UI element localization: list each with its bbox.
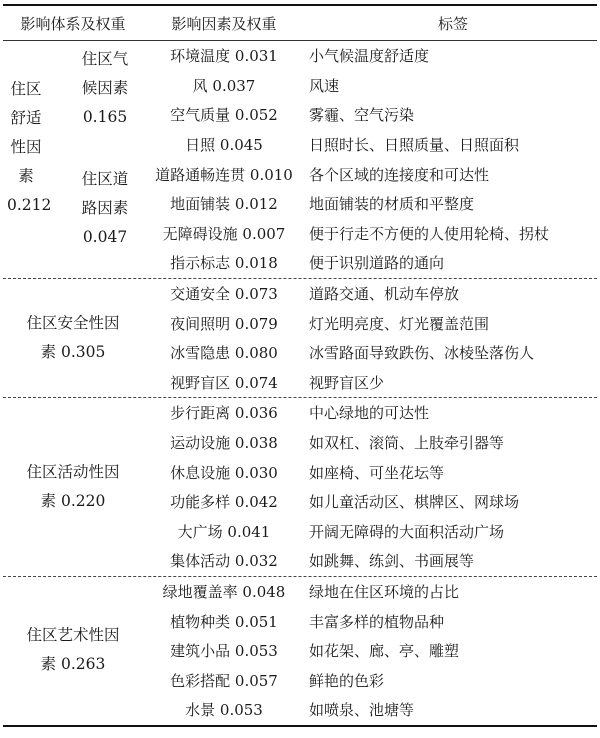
factor-cell: 步行距离 0.036 <box>170 404 278 423</box>
group-comfort-label-line: 性因 <box>10 138 42 156</box>
tag-cell: 开阔无障碍的大面积活动广场 <box>309 522 505 541</box>
header-tag: 标签 <box>437 14 468 33</box>
tag-cell: 绿地在住区环境的占比 <box>309 582 460 601</box>
factor-cell: 空气质量 0.052 <box>170 106 278 125</box>
factor-cell: 道路通畅连贯 0.010 <box>155 165 293 184</box>
factor-cell: 绿地覆盖率 0.048 <box>162 582 286 601</box>
tag-cell: 小气候温度舒适度 <box>309 47 430 66</box>
group-safety-label-line: 住区安全性因 <box>26 313 120 332</box>
table-row <box>3 100 597 130</box>
group-art-label-line: 住区艺术性因 <box>26 625 120 644</box>
tag-cell: 便于识别道路的通向 <box>309 254 445 273</box>
tag-cell: 中心绿地的可达性 <box>309 404 430 423</box>
tag-cell: 冰雪路面导致跌伤、冰棱坠落伤人 <box>309 344 535 363</box>
subgroup-climate-label-line: 候因素 <box>81 79 129 97</box>
factor-cell: 冰雪隐患 0.080 <box>170 344 278 363</box>
tag-cell: 视野盲区少 <box>309 373 385 392</box>
tag-cell: 各个区域的连接度和可达性 <box>309 165 490 184</box>
table-row <box>3 517 597 547</box>
tag-cell: 灯光明亮度、灯光覆盖范围 <box>309 314 490 333</box>
group-comfort-label-line: 素 <box>18 167 34 185</box>
factor-cell: 集体活动 0.032 <box>170 552 278 571</box>
table-row <box>3 695 597 725</box>
tag-cell: 雾霾、空气污染 <box>309 106 415 125</box>
factor-cell: 风 0.037 <box>192 76 256 95</box>
header-system: 影响体系及权重 <box>20 14 126 33</box>
table-row <box>3 248 597 278</box>
subgroup-climate-label-line: 0.165 <box>82 108 128 126</box>
header-factor: 影响因素及权重 <box>171 14 277 33</box>
tag-cell: 鲜艳的色彩 <box>309 671 385 690</box>
factor-cell: 水景 0.053 <box>185 701 263 720</box>
table-row <box>3 189 597 219</box>
group-safety <box>3 279 597 397</box>
factor-cell: 交通安全 0.073 <box>170 285 278 304</box>
table-row <box>3 606 597 636</box>
tag-cell: 风速 <box>309 76 340 95</box>
group-comfort <box>3 41 597 278</box>
group-comfort-label-line: 住区 <box>10 80 42 98</box>
factor-cell: 夜间照明 0.079 <box>170 314 278 333</box>
tag-cell: 如花架、廊、亭、雕塑 <box>309 642 460 661</box>
table-row <box>3 428 597 458</box>
group-comfort-label-line: 0.212 <box>7 196 52 214</box>
table-row <box>3 41 597 71</box>
factor-cell: 视野盲区 0.074 <box>170 373 278 392</box>
subgroup-road-label-line: 路因素 <box>81 199 129 217</box>
subgroup-climate-label-line: 住区气 <box>81 50 129 68</box>
factor-cell: 功能多样 0.042 <box>170 493 278 512</box>
group-art-label-line: 素 0.263 <box>40 654 106 673</box>
factor-cell: 大广场 0.041 <box>177 522 271 541</box>
factor-cell: 无障碍设施 0.007 <box>162 224 286 243</box>
tag-cell: 如喷泉、池塘等 <box>309 701 415 720</box>
factor-cell: 休息设施 0.030 <box>170 463 278 482</box>
subgroup-road-label-line: 住区道 <box>81 170 129 188</box>
table-row <box>3 279 597 309</box>
table-row <box>3 398 597 428</box>
table-row <box>3 159 597 189</box>
tag-cell: 地面铺装的材质和平整度 <box>309 195 475 214</box>
tag-cell: 如跳舞、练剑、书画展等 <box>309 552 475 571</box>
table-row <box>3 130 597 160</box>
table-row <box>3 71 597 101</box>
factor-cell: 色彩搭配 0.057 <box>170 671 278 690</box>
table-row <box>3 546 597 576</box>
factor-cell: 环境温度 0.031 <box>170 47 278 66</box>
tag-cell: 如双杠、滚筒、上肢牵引器等 <box>309 434 505 453</box>
group-activity-label-line: 素 0.220 <box>40 492 106 511</box>
table-row <box>3 665 597 695</box>
factor-cell: 日照 0.045 <box>185 136 263 155</box>
factor-cell: 植物种类 0.051 <box>170 612 278 631</box>
table-row <box>3 219 597 249</box>
table-row <box>3 457 597 487</box>
group-art <box>3 577 597 725</box>
tag-cell: 便于行走不方便的人使用轮椅、拐杖 <box>309 224 550 243</box>
group-comfort-label-line: 舒适 <box>10 109 42 127</box>
group-activity <box>3 398 597 576</box>
table-row <box>3 487 597 517</box>
group-safety-label-line: 素 0.305 <box>40 342 106 361</box>
factor-cell: 指示标志 0.018 <box>170 254 278 273</box>
table-row <box>3 636 597 666</box>
table-row <box>3 368 597 398</box>
factor-cell: 地面铺装 0.012 <box>170 195 278 214</box>
table-bottom-rule <box>3 725 597 727</box>
tag-cell: 如儿童活动区、棋牌区、网球场 <box>309 493 520 512</box>
table-row <box>3 577 597 607</box>
table-row <box>3 308 597 338</box>
table-row <box>3 338 597 368</box>
tag-cell: 日照时长、日照质量、日照面积 <box>309 136 520 155</box>
tag-cell: 道路交通、机动车停放 <box>309 285 460 304</box>
factor-cell: 运动设施 0.038 <box>170 434 278 453</box>
tag-cell: 丰富多样的植物品种 <box>309 612 445 631</box>
group-activity-label-line: 住区活动性因 <box>26 463 120 482</box>
factor-cell: 建筑小品 0.053 <box>170 642 278 661</box>
weights-table <box>3 4 597 727</box>
table-header-row <box>3 6 597 40</box>
subgroup-road-label-line: 0.047 <box>82 228 128 246</box>
tag-cell: 如座椅、可坐花坛等 <box>309 463 445 482</box>
